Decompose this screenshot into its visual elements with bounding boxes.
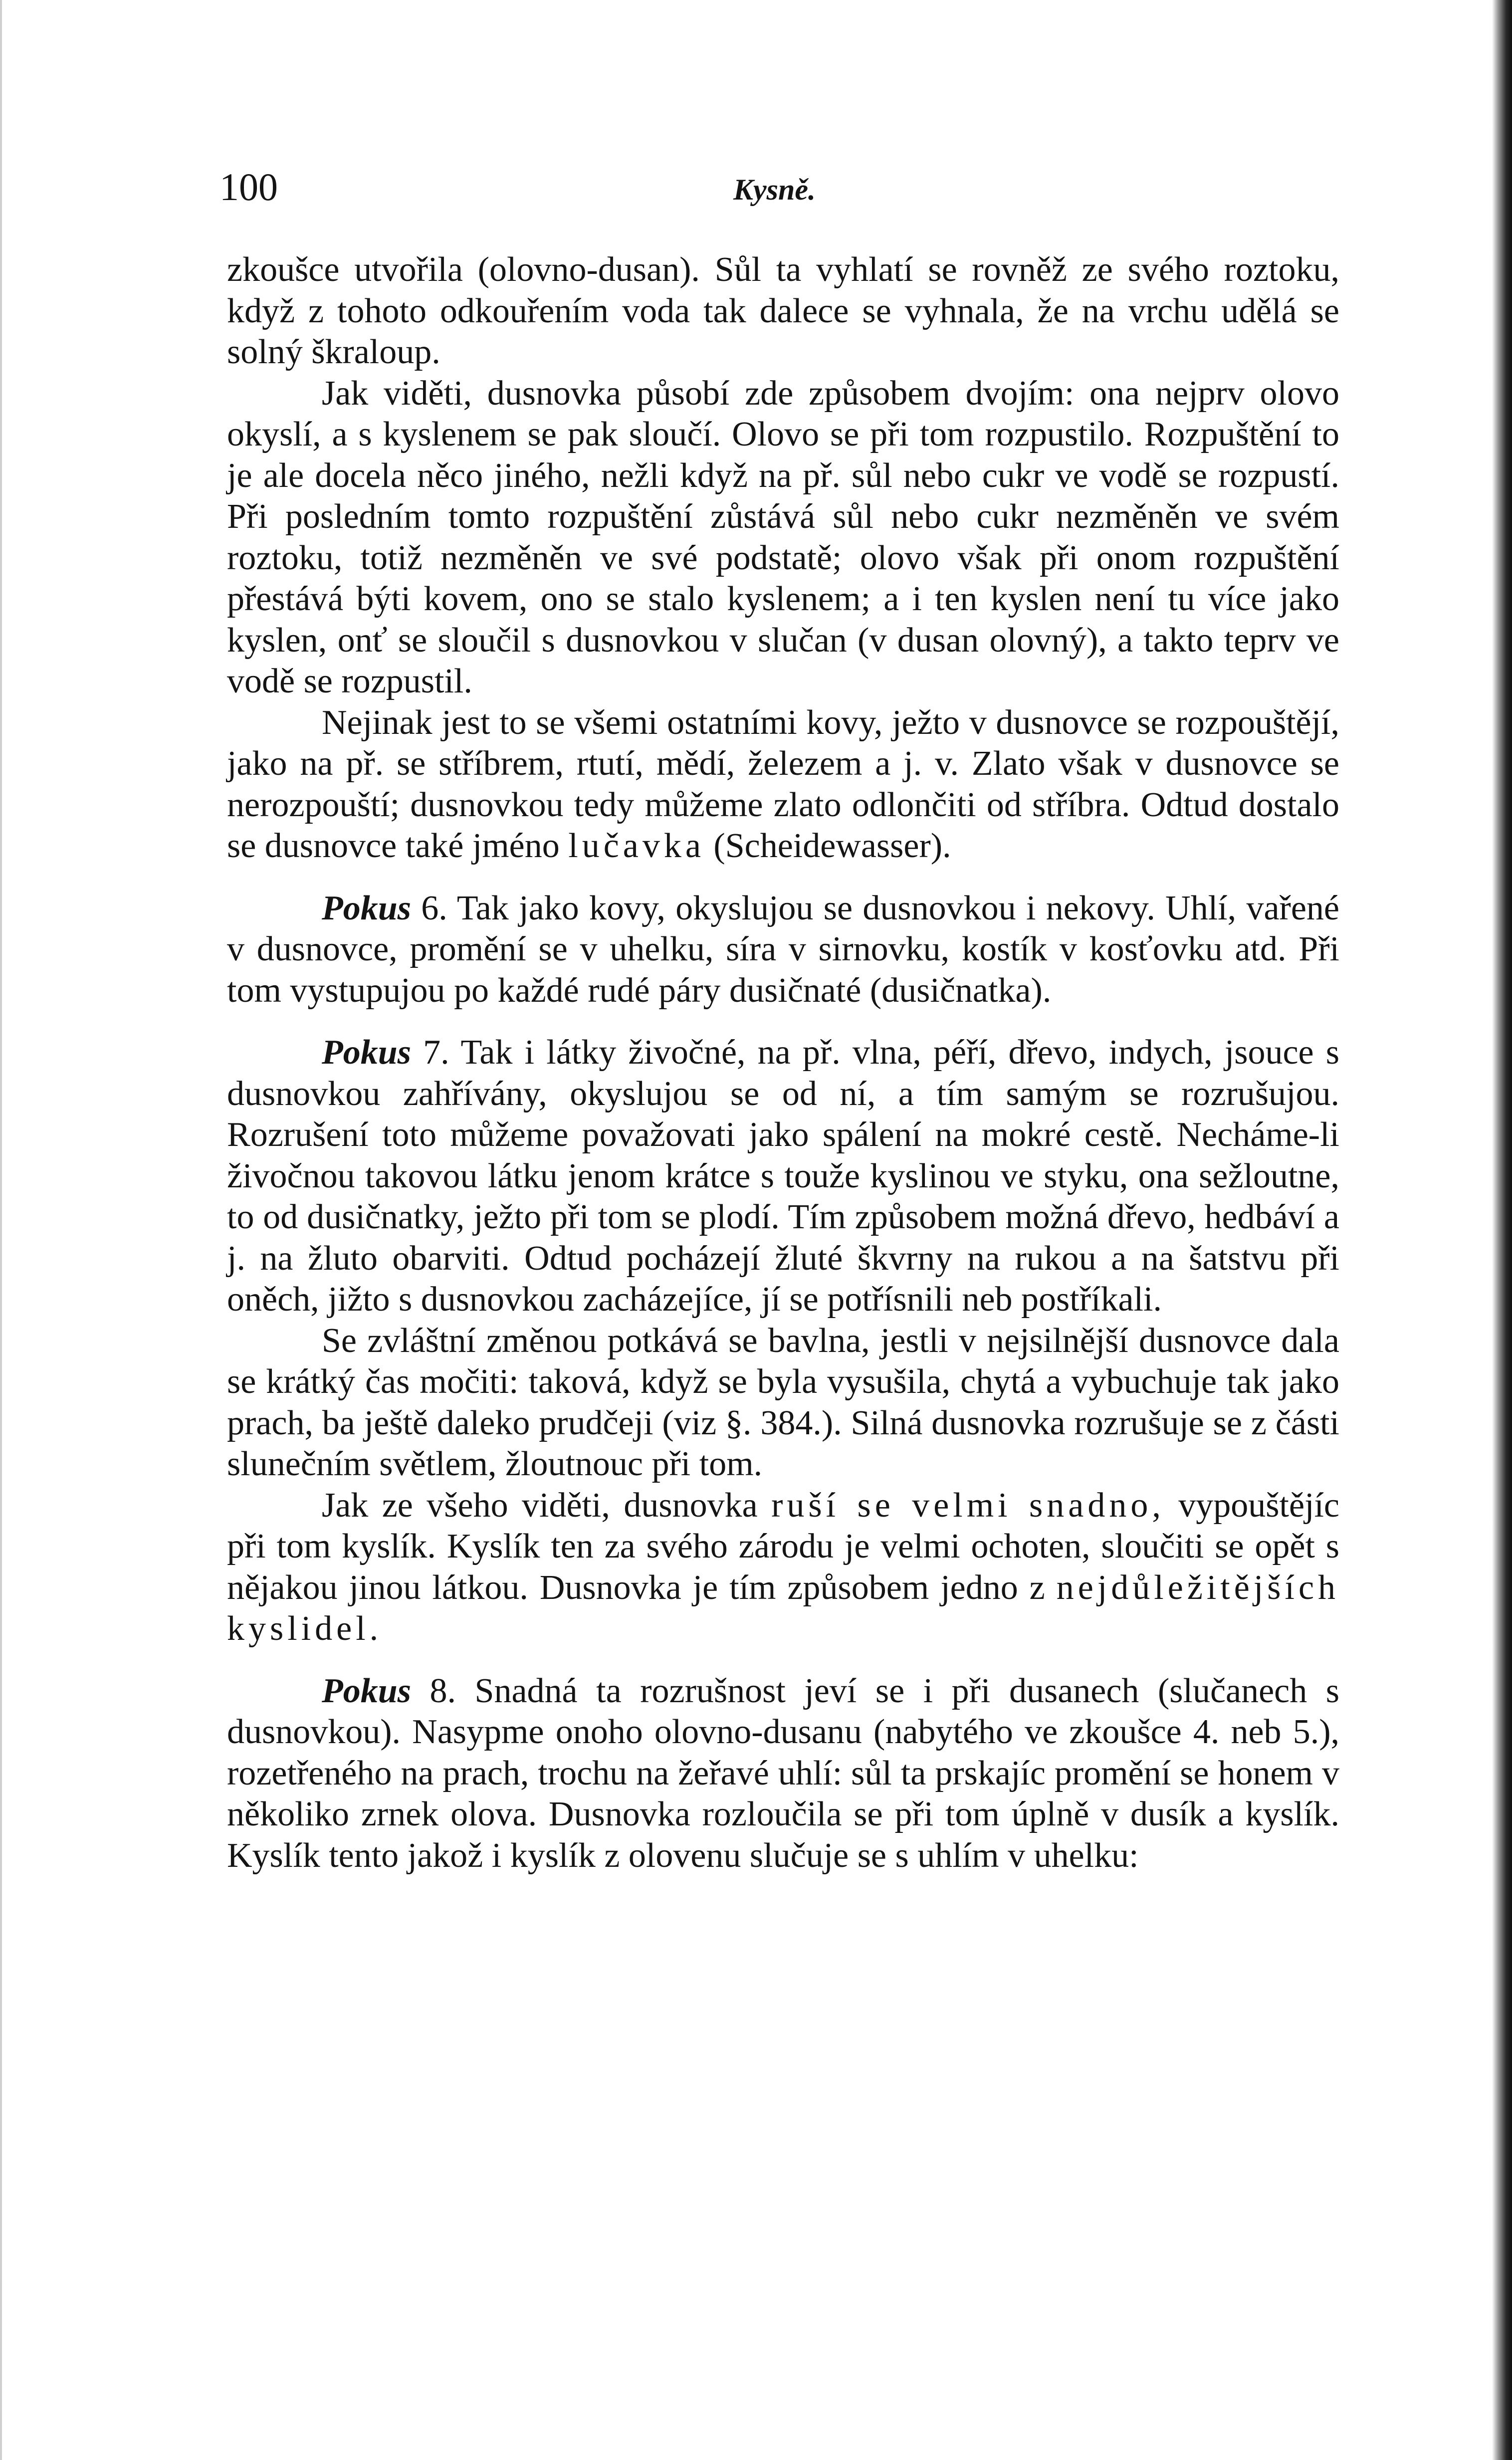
experiment-6-text: Tak jako kovy, okyslujou se dusnovkou i nekovy. Uhlí, vařené v dusnovce, promění se v uhelku, síra v sirnovku, kostík v kosťovku atd. Při tom vystupujou po každé rudé páry dusičnaté (dusičnatka). bbox=[227, 889, 1339, 1010]
term-lucavka: lučavka bbox=[568, 827, 705, 865]
emphasis-rusi: ruší se velmi snadno, bbox=[771, 1486, 1165, 1525]
emphasis-kyslidel: nejdůležitějších kyslidel. bbox=[227, 1568, 1340, 1648]
experiment-8-text: Snadná ta rozrušnost jeví se i při dusanech (slučanech s dusnovkou). Nasypme onoho olovno-dusanu (nabytého ve zkoušce 4. neb 5.), rozetřeného na prach, trochu na žeřavé uhlí: sůl ta prskajíc promění se honem v několiko zrnek olova. Dusnovka rozloučila se při tom úplně v dusík a kyslík. Kyslík tento jakož i kyslík z olovenu slučuje se s uhlím v uhelku: bbox=[227, 1671, 1340, 1875]
paragraph-3-text: Nejinak jest to se všemi ostatními kovy, ježto v dusnovce se rozpouštějí, jako na př. se stříbrem, rtutí, mědí, železem a j. v. Zlato však v dusnovce se nerozpouští; dusnovkou tedy můžeme zlato odlončiti od stříbra. Odtud dostalo se dusnovce také jméno bbox=[227, 703, 1339, 865]
experiment-7 bbox=[227, 1032, 1339, 1321]
paragraph-1: zkoušce utvořila (olovno-dusan). Sůl ta vyhlatí se rovněž ze svého roztoku, když z tohoto odkouřením voda tak dalece se vyhnala, že na vrchu udělá se solný škraloup. bbox=[227, 250, 1339, 371]
paragraph-3-tail: (Scheidewasser). bbox=[713, 827, 951, 865]
page-header bbox=[219, 165, 1352, 224]
experiment-8-label: Pokus bbox=[322, 1671, 411, 1710]
experiment-6 bbox=[227, 888, 1339, 1012]
paragraph-5: Se zvláštní změnou potkává se bavlna, jestli v nejsilnější dusnovce dala se krátký čas močiti: taková, když se byla vysušila, chytá a vybuchuje tak jako prach, ba ještě daleko prudčeji (viz §. 384.). Silná dusnovka rozrušuje se z části slunečním světlem, žloutnouc při tom. bbox=[227, 1321, 1339, 1483]
paragraph-6-middle: vypouštějíc při tom kyslík. Kyslík ten za svého zárodu je velmi ochoten, sloučiti se opět s nějakou jinou látkou. Dusnovka je tím způsobem jedno z bbox=[227, 1486, 1340, 1607]
experiment-7-number: 7. bbox=[423, 1033, 449, 1072]
experiment-7-label: Pokus bbox=[322, 1033, 411, 1072]
experiment-6-label: Pokus bbox=[322, 889, 411, 927]
paragraph-6-text: Jak ze všeho viděti, dusnovka bbox=[322, 1486, 758, 1525]
page-binding-shadow bbox=[1492, 0, 1512, 2460]
experiment-8-number: 8. bbox=[430, 1671, 456, 1710]
experiment-8 bbox=[227, 1671, 1339, 1877]
running-title: Kysně. bbox=[733, 173, 816, 206]
paragraph-6 bbox=[227, 1485, 1339, 1650]
body-text bbox=[227, 249, 1339, 1876]
paragraph-2: Jak viděti, dusnovka působí zde způsobem dvojím: ona nejprv olovo okyslí, a s kyslenem se pak sloučí. Olovo se při tom rozpustilo. Rozpuštění to je ale docela něco jiného, nežli když na př. sůl nebo cukr ve vodě se rozpustí. Při posledním tomto rozpuštění zůstává sůl nebo cukr nezměněn ve svém roztoku, totiž nezměněn ve své podstatě; olovo však při onom rozpuštění přestává býti kovem, ono se stalo kyslenem; a i ten kyslen není tu více jako kyslen, onť se sloučil s dusnovkou v slučan (v dusan olovný), a takto teprv ve vodě se rozpustil. bbox=[227, 374, 1339, 700]
experiment-7-text: Tak i látky živočné, na př. vlna, péří, dřevo, indych, jsouce s dusnovkou zahřívány, okyslujou se od ní, a tím samým se rozrušujou. Rozrušení toto můžeme považovati jako spálení na mokré cestě. Necháme-li živočnou takovou látku jenom krátce s touže kyslinou ve styku, ona sežloutne, to od dusičnatky, ježto při tom se plodí. Tím způsobem možná dřevo, hedbáví a j. na žluto obarviti. Odtud pocházejí žluté škvrny na rukou a na šatstvu při oněch, jižto s dusnovkou zacházejíce, jí se potřísnili neb postříkali. bbox=[227, 1033, 1340, 1319]
experiment-6-number: 6. bbox=[421, 889, 447, 927]
page-edge-left bbox=[0, 0, 2, 2460]
paragraph-3 bbox=[227, 702, 1339, 867]
page-number: 100 bbox=[219, 165, 278, 209]
